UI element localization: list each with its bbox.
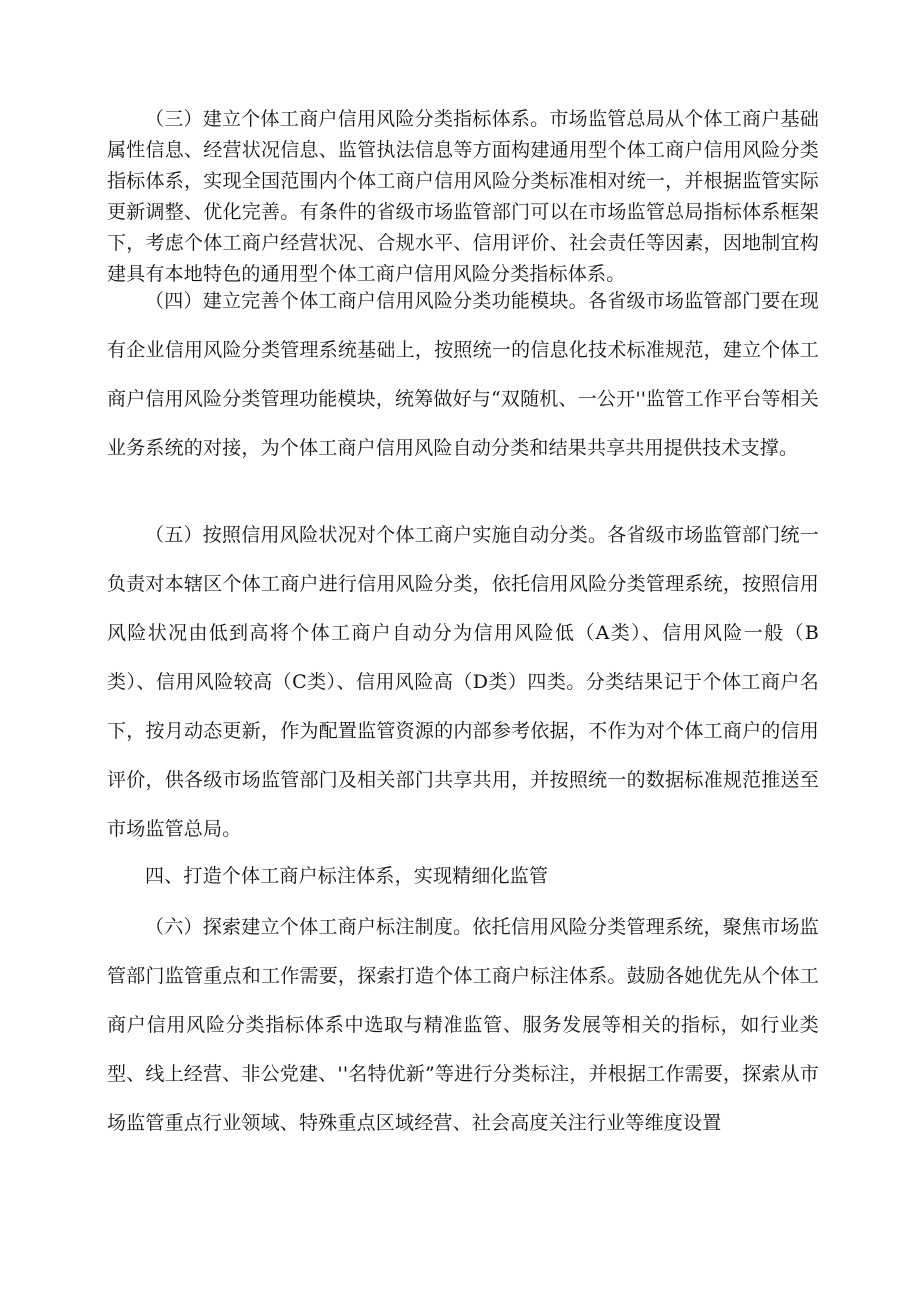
paragraph-section-4: （四）建立完善个体工商户信用风险分类功能模块。各省级市场监管部门要在现有企业信用风险分类管理系统基础上，按照统一的信息化技术标准规范，建立个体工商户信用风险分类管理功能模块，统筹做好与“双随机、一公开''监管工作平台等相关业务系统的对接，为个体工商户信用风险自动分类和结果共享共用提供技术支撑。 [107,290,819,459]
paragraph-section-6: （六）探索建立个体工商户标注制度。依托信用风险分类管理系统，聚焦市场监管部门监管重点和工作需要，探索打造个体工商户标注体系。鼓励各她优先从个体工商户信用风险分类指标体系中选取与精准监管、服务发展等相关的指标，如行业类型、线上经营、非公党建、''名特优新”等进行分类标注，并根据工作需要，探索从市场监管重点行业领域、特殊重点区域经营、社会高度关注行业等维度设置 [107,916,819,1134]
paragraph-section-5: （五）按照信用风险状况对个体工商户实施自动分类。各省级市场监管部门统一负责对本辖区个体工商户进行信用风险分类，依托信用风险分类管理系统，按照信用风险状况由低到高将个体工商户自动分为信用风险低（A类）、信用风险一般（B类）、信用风险较高（C类）、信用风险高（D类）四类。分类结果记于个体工商户名下，按月动态更新，作为配置监管资源的内部参考依据，不作为对个体工商户的信用评价，供各级市场监管部门及相关部门共享共用，并按照统一的数据标准规范推送至市场监管总局。 [107,524,819,840]
section-heading-4: 四、打造个体工商户标注体系，实现精细化监管 [145,865,549,887]
paragraph-section-3: （三）建立个体工商户信用风险分类指标体系。市场监管总局从个体工商户基础属性信息、经营状况信息、监管执法信息等方面构建通用型个体工商户信用风险分类指标体系，实现全国范围内个体工商户信用风险分类标准相对统一，并根据监管实际更新调整、优化完善。有条件的省级市场监管部门可以在市场监管总局指标体系框架下，考虑个体工商户经营状况、合规水平、信用评价、社会责任等因素，因地制宜构建具有本地特色的通用型个体工商户信用风险分类指标体系。 [107,108,819,285]
